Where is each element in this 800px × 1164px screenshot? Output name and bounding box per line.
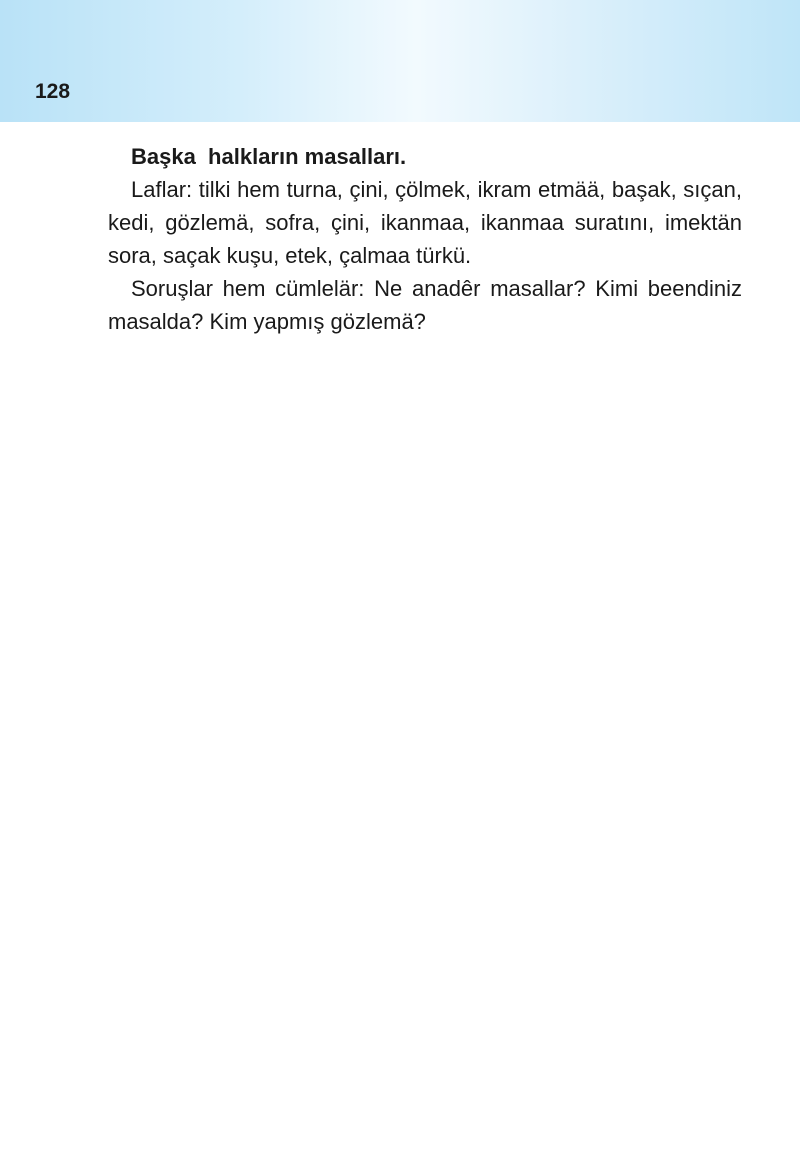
vocabulary-paragraph: Laflar: tilki hem turna, çini, çölmek, ikram etmää, başak, sıçan, kedi, gözlemä, sofra, çini, ikanmaa, ikanmaa suratını, imektän sora, saçak kuşu, etek, çalmaa türkü.: [108, 177, 742, 268]
page-content: [108, 140, 742, 338]
page-header-band: [0, 0, 800, 122]
section-title: Başka halkların masalları.: [131, 144, 407, 169]
questions-paragraph: Soruşlar hem cümlelär: Ne anadêr masallar? Kimi beendiniz masalda? Kim yapmış gözlemä?: [108, 276, 742, 334]
page-number: 128: [35, 80, 71, 103]
